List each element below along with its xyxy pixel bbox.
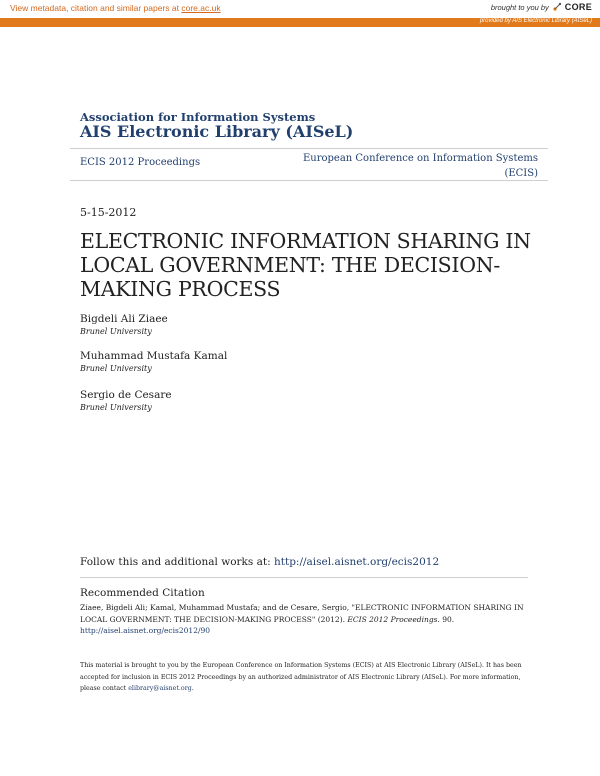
follow-line [80, 556, 439, 568]
publication-date: 5-15-2012 [80, 206, 137, 219]
collection-link[interactable]: http://aisel.aisnet.org/ecis2012 [274, 556, 440, 568]
core-link[interactable]: core.ac.uk [181, 3, 221, 13]
contact-email-link[interactable]: elibrary@aisnet.org [128, 685, 192, 692]
core-banner [0, 0, 600, 19]
author-name: Bigdeli Ali Ziaee [80, 313, 168, 325]
divider-top [70, 148, 548, 149]
library-name[interactable]: AIS Electronic Library (AISeL) [80, 122, 354, 141]
core-metadata-text [10, 3, 221, 13]
author-name: Sergio de Cesare [80, 389, 172, 401]
conference-abbrev: (ECIS) [504, 168, 538, 179]
provided-by-text: provided by AIS Electronic Library (AISeL) [479, 18, 592, 24]
author-affiliation: Brunel University [80, 364, 152, 373]
conference-link[interactable] [298, 151, 538, 181]
recommended-citation-heading: Recommended Citation [80, 587, 205, 599]
follow-text: Follow this and additional works at: [80, 556, 274, 568]
author-affiliation: Brunel University [80, 327, 152, 336]
citation-page: . 90. [437, 614, 455, 624]
citation-link[interactable]: http://aisel.aisnet.org/ecis2012/90 [80, 626, 211, 635]
author-name: Muhammad Mustafa Kamal [80, 350, 228, 362]
citation-text [80, 602, 530, 637]
brought-to-you-text: brought to you by [490, 2, 549, 12]
citation-proceedings: ECIS 2012 Proceedings [347, 614, 438, 624]
core-brand[interactable] [491, 2, 592, 12]
core-logo-text: CORE [564, 2, 592, 12]
citation-divider [80, 577, 528, 578]
core-metadata-label: View metadata, citation and similar papers at [10, 3, 182, 13]
paper-title: ELECTRONIC INFORMATION SHARING IN LOCAL GOVERNMENT: THE DECISION-MAKING PROCESS [80, 229, 531, 301]
provider-strip [0, 18, 600, 27]
rights-text: This material is brought to you by the European Conference on Information Systems (ECIS) at AIS Electronic Library (AISeL). It has been accepted for inclusion in ECIS 2012 Proceedings by an authorized administrator of AIS Electronic Library (AISeL). For more information, please contact [80, 662, 522, 692]
proceedings-link[interactable]: ECIS 2012 Proceedings [80, 157, 201, 168]
author-affiliation: Brunel University [80, 403, 152, 412]
citation-body: Ziaee, Bigdeli Ali; Kamal, Muhammad Mustafa; and de Cesare, Sergio, "ELECTRONIC INFORMATION SHARING IN LOCAL GOVERNMENT: THE DECISION-MAKING PROCESS" (2012). [80, 603, 524, 624]
divider-bottom [70, 180, 548, 181]
rights-notice [80, 660, 530, 695]
rights-end: . [191, 685, 194, 692]
conference-name: European Conference on Information Systems [302, 153, 538, 164]
association-name[interactable]: Association for Information Systems [80, 110, 316, 124]
core-logo-icon [552, 2, 562, 12]
